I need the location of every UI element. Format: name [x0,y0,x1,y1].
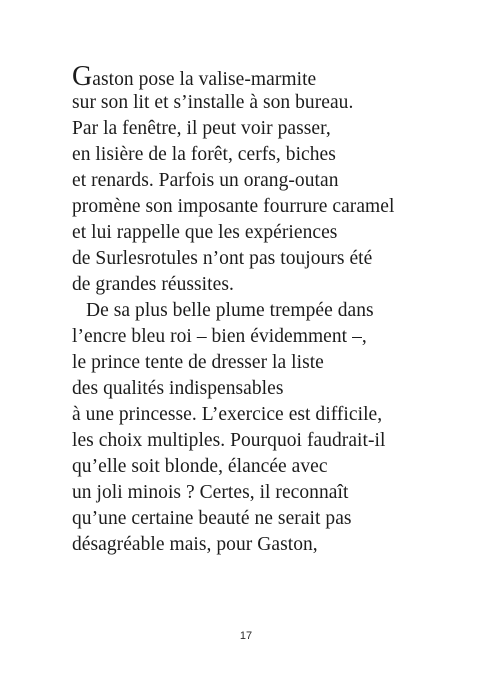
initial-letter: G [72,61,93,92]
text-line: promène son imposante fourrure caramel [72,196,395,217]
first-line-text: aston pose la valise-marmite [92,69,317,90]
page-number: 17 [239,630,253,642]
text-line: qu’elle soit blonde, élancée avec [72,456,328,477]
text-line: les choix multiples. Pourquoi faudrait-il [72,430,386,451]
text-line: et lui rappelle que les expériences [72,222,338,243]
text-line: sur son lit et s’installe à son bureau. [72,92,354,113]
text-line: le prince tente de dresser la liste [72,352,324,373]
text-line [72,61,482,92]
text-line: qu’une certaine beauté ne serait pas [72,508,352,529]
text-line: à une princesse. L’exercice est difficile, [72,404,383,425]
text-line: de Surlesrotules n’ont pas toujours été [72,248,373,269]
text-line: l’encre bleu roi – bien évidemment –, [72,326,367,347]
text-line: des qualités indispensables [72,378,284,399]
paragraph-start-line: De sa plus belle plume trempée dans [86,300,374,321]
text-line: en lisière de la forêt, cerfs, biches [72,144,336,165]
text-line: Par la fenêtre, il peut voir passer, [72,118,331,139]
text-line: de grandes réussites. [72,274,234,295]
text-line: désagréable mais, pour Gaston, [72,534,318,555]
text-line: et renards. Parfois un orang-outan [72,170,339,191]
text-line: un joli minois ? Certes, il reconnaît [72,482,349,503]
body-text [72,61,482,558]
